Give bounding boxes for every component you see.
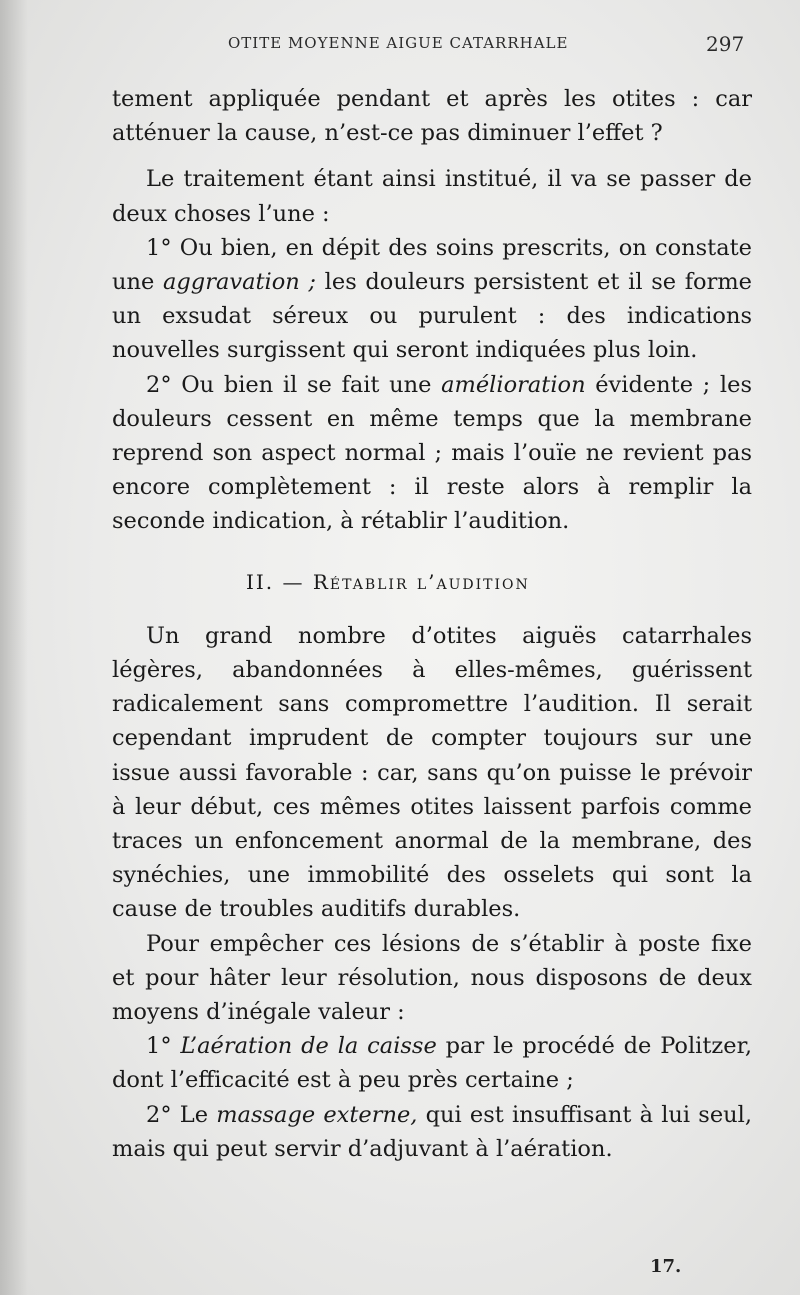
paragraph-option-1 bbox=[112, 231, 752, 368]
option-1-emphasis: aggravation ; bbox=[162, 269, 317, 296]
means-2-text: qui est insuffisant à lui seul, mais qui peut servir d’adjuvant à l’aération. bbox=[112, 1101, 752, 1162]
means-1-text: par le procédé de Politzer, dont l’efficacité est à peu près certaine ; bbox=[112, 1033, 753, 1094]
means-2-emphasis: massage externe, bbox=[216, 1101, 418, 1128]
section-heading: II. — Rétablir l’audition bbox=[246, 569, 530, 594]
means-2-number: 2° Le bbox=[146, 1101, 217, 1128]
signature-mark: 17. bbox=[650, 1256, 682, 1277]
option-2-emphasis: amélioration bbox=[441, 371, 586, 398]
option-1-text-end: les douleurs persistent et il se forme un exsudat séreux ou purulent : des indications nouvelles surgissent qui seront indiquées plus loin. bbox=[112, 269, 753, 364]
option-2-text-end: évidente ; les douleurs cessent en même temps que la membrane reprend son aspect normal ; mais l’ouïe ne revient pas encore complètement : il reste alors à remplir la seconde indication, à rétablir l’audition. bbox=[112, 371, 752, 535]
gutter-shadow bbox=[0, 0, 28, 1295]
paragraph-continuation: tement appliquée pendant et après les otites : car atténuer la cause, n’est-ce pas diminuer l’effet ? bbox=[112, 86, 752, 147]
option-2-text-start: 2° Ou bien il se fait une bbox=[146, 371, 442, 398]
means-1-number: 1° bbox=[146, 1033, 181, 1060]
paragraph-intro: Le traitement étant ainsi institué, il va se passer de deux choses l’une : bbox=[112, 166, 752, 227]
paragraph-section-body: Un grand nombre d’otites aiguës catarrhales légères, abandonnées à elles-mêmes, guérissent radicalement sans compromettre l’audition. Il serait cependant imprudent de compter toujours sur une issue aussi favorable : car, sans qu’on puisse le prévoir à leur début, ces mêmes otites laissent parfois comme traces un enfoncement anormal de la membrane, des synéchies, une immobilité des osselets qui sont la cause de troubles auditifs durables. bbox=[112, 622, 752, 923]
page-number: 297 bbox=[706, 32, 745, 56]
paragraph-means-intro: Pour empêcher ces lésions de s’établir à poste fixe et pour hâter leur résolution, nous disposons de deux moyens d’inégale valeur : bbox=[112, 930, 752, 1026]
paragraph-means-2 bbox=[112, 1098, 752, 1166]
paragraph-option-2 bbox=[112, 368, 752, 539]
running-header: OTITE MOYENNE AIGUE CATARRHALE bbox=[228, 34, 569, 52]
paragraph-gap bbox=[112, 150, 752, 162]
means-1-emphasis: L’aération de la caisse bbox=[180, 1033, 437, 1060]
option-1-text-start: 1° Ou bien, en dépit des soins prescrits, on constate une bbox=[112, 234, 752, 296]
body-text bbox=[112, 82, 752, 1166]
paragraph-means-1 bbox=[112, 1029, 752, 1097]
